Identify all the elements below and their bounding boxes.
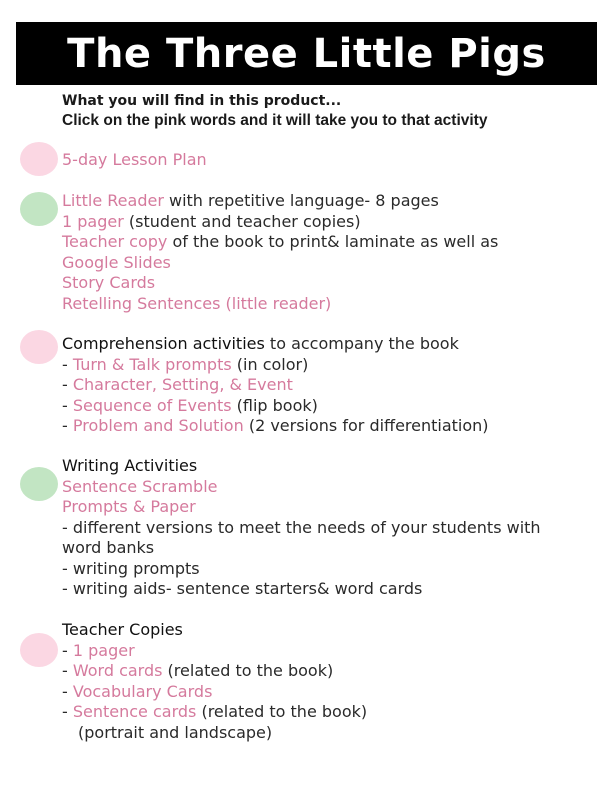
writing-section bbox=[62, 456, 541, 600]
teacher-one-pager-link[interactable]: 1 pager bbox=[72, 640, 135, 660]
teacher-copy-link[interactable]: Teacher copy bbox=[62, 232, 168, 251]
intro-line-2: Click on the pink words and it will take you to that activity bbox=[62, 112, 488, 129]
list-item bbox=[62, 294, 498, 315]
intro bbox=[62, 91, 487, 131]
list-item bbox=[62, 273, 498, 294]
sentence-scramble-link[interactable]: Sentence Scramble bbox=[62, 476, 218, 496]
turn-and-talk-link[interactable]: Turn & Talk prompts bbox=[72, 354, 232, 374]
teacher-copies-heading: Teacher Copies bbox=[62, 620, 183, 639]
intro-line-1: What you will find in this product... bbox=[62, 93, 342, 109]
list-item: - Sentence cards (related to the book) bbox=[62, 702, 368, 721]
writing-note: - writing aids- sentence starters& word cards bbox=[62, 579, 423, 598]
prompts-and-paper-link[interactable]: Prompts & Paper bbox=[62, 497, 196, 516]
list-item: 1 pager (student and teacher copies) bbox=[62, 211, 361, 231]
list-item: - 1 pager bbox=[62, 640, 135, 660]
little-reader-link[interactable]: Little Reader bbox=[62, 191, 164, 210]
writing-note: - different versions to meet the needs of your students with bbox=[62, 517, 541, 537]
retelling-sentences-link[interactable]: Retelling Sentences (little reader) bbox=[62, 293, 332, 313]
list-item: - Problem and Solution (2 versions for differentiation) bbox=[62, 416, 489, 435]
page-title: The Three Little Pigs bbox=[67, 30, 546, 77]
lesson-plan-section bbox=[62, 150, 207, 171]
green-circle-marker bbox=[20, 467, 58, 501]
sequence-of-events-link[interactable]: Sequence of Events bbox=[72, 395, 232, 415]
character-setting-event-link[interactable]: Character, Setting, & Event bbox=[72, 375, 293, 394]
list-item: - Vocabulary Cards bbox=[62, 681, 213, 701]
pink-circle-marker bbox=[20, 633, 58, 667]
list-item: - Word cards (related to the book) bbox=[62, 661, 334, 680]
list-item: - Turn & Talk prompts (in color) bbox=[62, 354, 309, 374]
vocabulary-cards-link[interactable]: Vocabulary Cards bbox=[72, 681, 213, 701]
list-item bbox=[62, 253, 498, 274]
list-item: - Character, Setting, & Event bbox=[62, 375, 293, 394]
writing-note: - writing prompts bbox=[62, 558, 200, 578]
word-cards-link[interactable]: Word cards bbox=[72, 661, 163, 680]
writing-heading: Writing Activities bbox=[62, 456, 198, 475]
story-cards-link[interactable]: Story Cards bbox=[62, 273, 156, 292]
lesson-plan-link[interactable]: 5-day Lesson Plan bbox=[62, 150, 207, 169]
google-slides-link[interactable]: Google Slides bbox=[62, 252, 171, 272]
green-circle-marker bbox=[20, 192, 58, 226]
reader-section bbox=[62, 191, 498, 314]
comprehension-heading: Comprehension activities bbox=[62, 334, 265, 353]
one-pager-link[interactable]: 1 pager bbox=[62, 211, 124, 231]
pink-circle-marker bbox=[20, 330, 58, 364]
list-item: - Sequence of Events (flip book) bbox=[62, 395, 318, 415]
teacher-copies-section bbox=[62, 620, 367, 743]
list-item: Teacher copy of the book to print& laminate as well as bbox=[62, 232, 499, 251]
sentence-cards-link[interactable]: Sentence cards bbox=[72, 702, 197, 721]
list-item: Little Reader with repetitive language- 8 pages bbox=[62, 191, 439, 210]
pink-circle-marker bbox=[20, 142, 58, 176]
teacher-note: (portrait and landscape) bbox=[78, 722, 273, 742]
writing-note: word banks bbox=[62, 538, 155, 557]
problem-and-solution-link[interactable]: Problem and Solution bbox=[72, 416, 244, 435]
title-banner bbox=[16, 22, 597, 85]
comprehension-section: Comprehension activities to accompany the book - Turn & Talk prompts (in color) - Character, Setting, & Event - Sequence of Events (flip book) - Problem and Solution (2 versions for differentiation) bbox=[62, 334, 489, 435]
